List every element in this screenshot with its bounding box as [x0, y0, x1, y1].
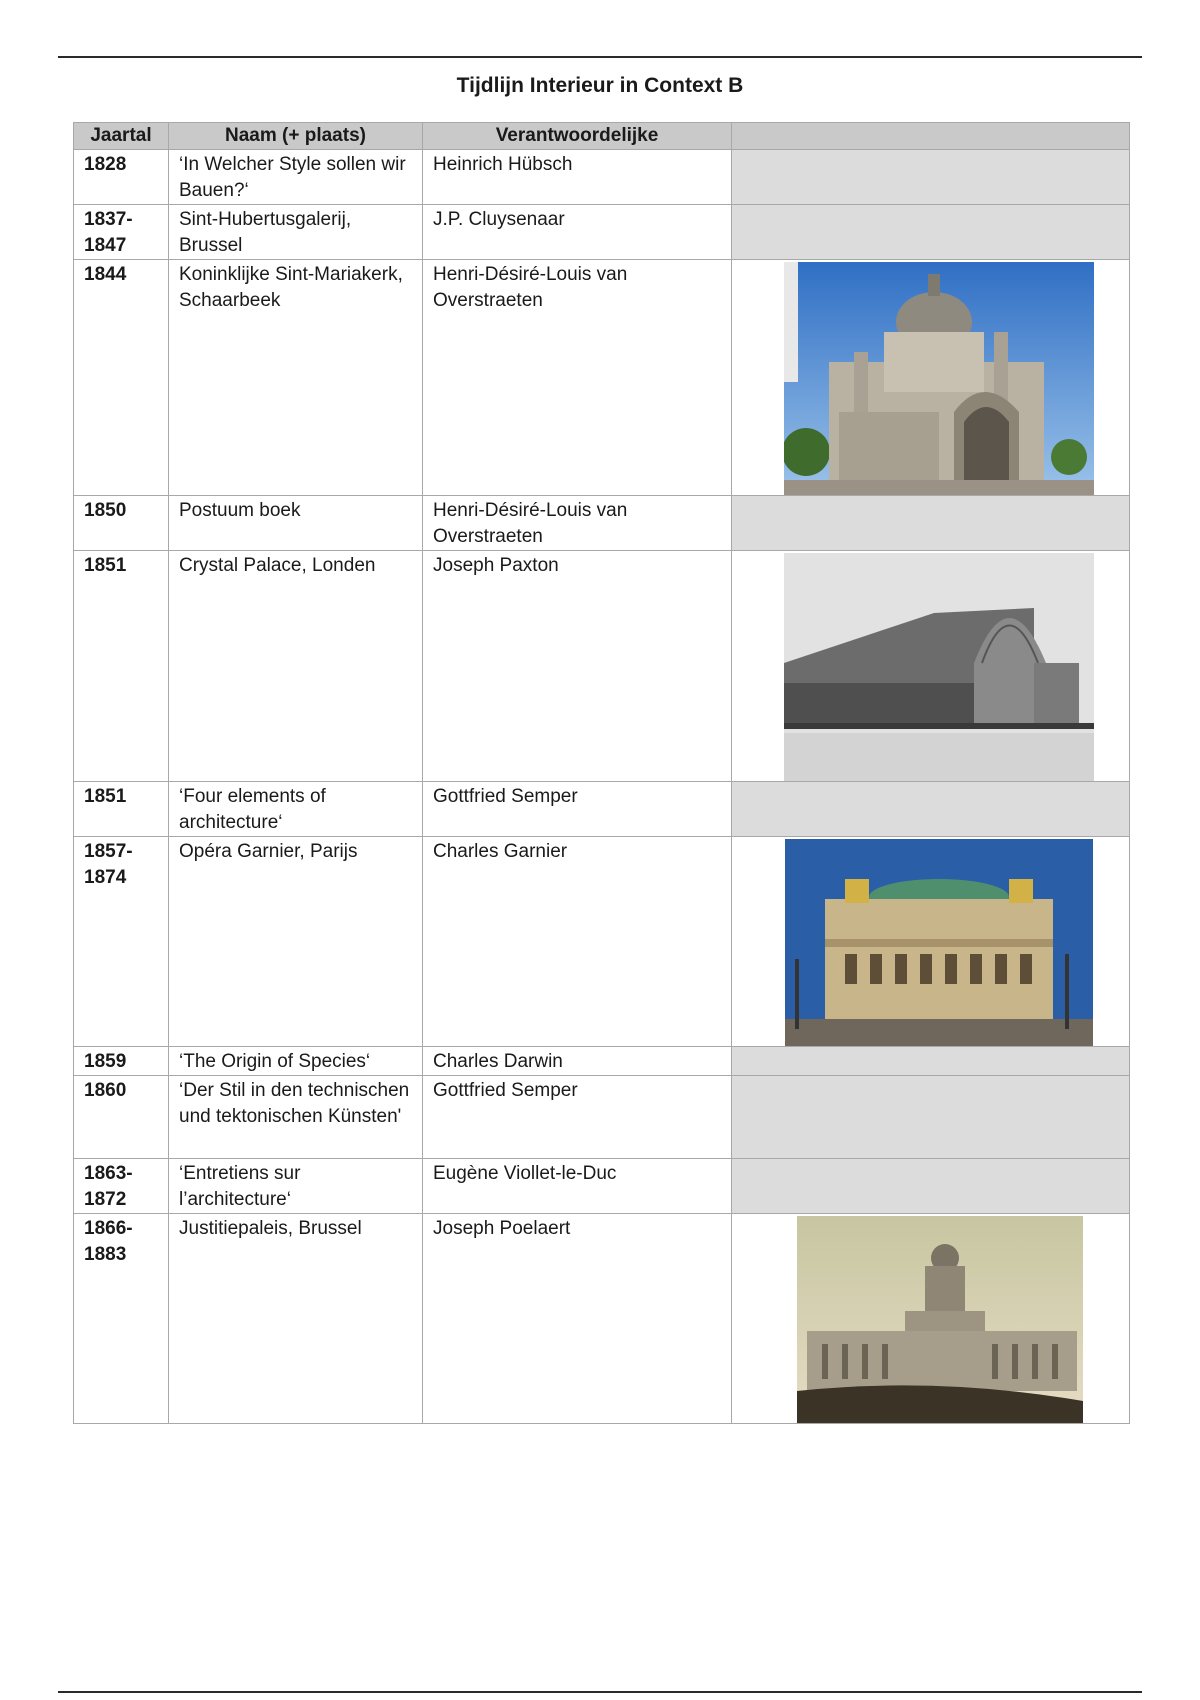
- header-year: Jaartal: [74, 123, 169, 150]
- person-cell: Henri-Désiré-Louis van Overstraeten: [423, 496, 732, 551]
- year-cell: 1859: [74, 1047, 169, 1076]
- name-cell: Koninklijke Sint-Mariakerk, Schaarbeek: [169, 260, 423, 496]
- header-row: [74, 123, 1130, 150]
- table-row: [74, 205, 1130, 260]
- table-row: [74, 496, 1130, 551]
- person-cell: Heinrich Hübsch: [423, 150, 732, 205]
- year-cell: 1860: [74, 1076, 169, 1159]
- person-cell: Joseph Paxton: [423, 551, 732, 782]
- image-cell: [732, 1214, 1130, 1424]
- name-cell: Sint-Hubertusgalerij, Brussel: [169, 205, 423, 260]
- year-cell: 1851: [74, 551, 169, 782]
- image-cell-empty: [732, 150, 1130, 205]
- header-image: [732, 123, 1130, 150]
- church-photo: [784, 262, 1094, 495]
- name-cell: ‘Four elements of architecture‘: [169, 782, 423, 837]
- person-cell: Joseph Poelaert: [423, 1214, 732, 1424]
- image-cell: [732, 260, 1130, 496]
- image-cell-empty: [732, 782, 1130, 837]
- table-row: [74, 1159, 1130, 1214]
- person-cell: Gottfried Semper: [423, 1076, 732, 1159]
- image-cell-empty: [732, 1076, 1130, 1159]
- name-cell: Justitiepaleis, Brussel: [169, 1214, 423, 1424]
- image-cell-empty: [732, 205, 1130, 260]
- table-row: [74, 837, 1130, 1047]
- year-cell: 1850: [74, 496, 169, 551]
- image-cell: [732, 551, 1130, 782]
- table-row: [74, 1047, 1130, 1076]
- name-cell: ‘Der Stil in den technischen und tektonischen Künsten': [169, 1076, 423, 1159]
- table-row: [74, 1214, 1130, 1424]
- name-cell: ‘In Welcher Style sollen wir Bauen?‘: [169, 150, 423, 205]
- person-cell: Gottfried Semper: [423, 782, 732, 837]
- header-name: Naam (+ plaats): [169, 123, 423, 150]
- name-cell: ‘The Origin of Species‘: [169, 1047, 423, 1076]
- table-row: [74, 782, 1130, 837]
- palace-of-justice-photo: [797, 1216, 1083, 1423]
- image-cell-empty: [732, 1047, 1130, 1076]
- table-row: [74, 1076, 1130, 1159]
- table-row: [74, 551, 1130, 782]
- name-cell: Opéra Garnier, Parijs: [169, 837, 423, 1047]
- timeline-table: [73, 122, 1130, 1424]
- person-cell: Charles Garnier: [423, 837, 732, 1047]
- opera-photo: [785, 839, 1093, 1046]
- person-cell: J.P. Cluysenaar: [423, 205, 732, 260]
- person-cell: Eugène Viollet-le-Duc: [423, 1159, 732, 1214]
- table-row: [74, 150, 1130, 205]
- name-cell: Postuum boek: [169, 496, 423, 551]
- top-rule: [58, 56, 1142, 58]
- person-cell: Charles Darwin: [423, 1047, 732, 1076]
- crystal-palace-photo: [784, 553, 1094, 781]
- year-cell: 1828: [74, 150, 169, 205]
- header-person: Verantwoordelijke: [423, 123, 732, 150]
- year-cell: 1851: [74, 782, 169, 837]
- year-cell: 1866-1883: [74, 1214, 169, 1424]
- person-cell: Henri-Désiré-Louis van Overstraeten: [423, 260, 732, 496]
- page-title: Tijdlijn Interieur in Context B: [456, 74, 744, 97]
- image-cell-empty: [732, 496, 1130, 551]
- name-cell: Crystal Palace, Londen: [169, 551, 423, 782]
- year-cell: 1857-1874: [74, 837, 169, 1047]
- table-row: [74, 260, 1130, 496]
- year-cell: 1844: [74, 260, 169, 496]
- name-cell: ‘Entretiens sur l’architecture‘: [169, 1159, 423, 1214]
- year-cell: 1837-1847: [74, 205, 169, 260]
- year-cell: 1863-1872: [74, 1159, 169, 1214]
- bottom-rule: [58, 1691, 1142, 1693]
- image-cell-empty: [732, 1159, 1130, 1214]
- image-cell: [732, 837, 1130, 1047]
